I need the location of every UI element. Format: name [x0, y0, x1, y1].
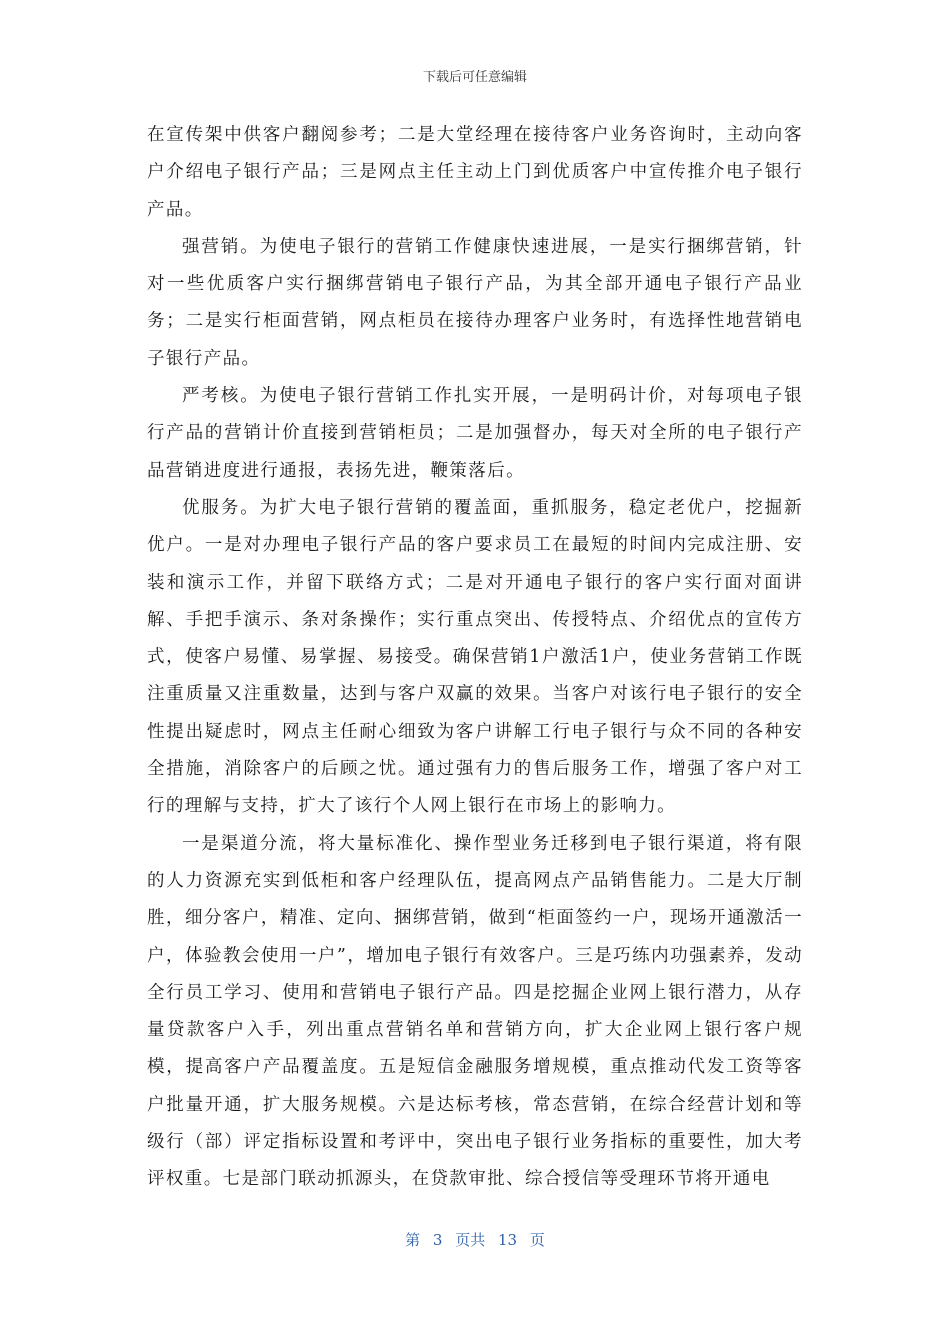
page-footer: 第 3 页共 13 页	[405, 1231, 545, 1249]
paragraph: 强营销。为使电子银行的营销工作健康快速进展，一是实行捆绑营销，针对一些优质客户实行捆绑营销电子银行产品，为其全部开通电子银行产品业务；二是实行柜面营销，网点柜员在接待办理客户业务时，有选择性地营销电子银行产品。	[147, 236, 803, 369]
paragraph: 在宣传架中供客户翻阅参考；二是大堂经理在接待客户业务咨询时，主动向客户介绍电子银行产品；三是网点主任主动上门到优质客户中宣传推介电子银行产品。	[147, 125, 803, 220]
document-body	[147, 117, 803, 1199]
paragraph: 严考核。为使电子银行营销工作扎实开展，一是明码计价，对每项电子银行产品的营销计价直接到营销柜员；二是加强督办，每天对全所的电子银行产品营销进度进行通报，表扬先进，鞭策落后。	[147, 386, 803, 481]
paragraph: 优服务。为扩大电子银行营销的覆盖面，重抓服务，稳定老优户，挖掘新优户。一是对办理电子银行产品的客户要求员工在最短的时间内完成注册、安装和演示工作，并留下联络方式；二是对开通电子银行的客户实行面对面讲解、手把手演示、条对条操作；实行重点突出、传授特点、介绍优点的宣传方式，使客户易懂、易掌握、易接受。确保营销1户激活1户，使业务营销工作既注重质量又注重数量，达到与客户双赢的效果。当客户对该行电子银行的安全性提出疑虑时，网点主任耐心细致为客户讲解工行电子银行与众不同的各种安全措施，消除客户的后顾之忧。通过强有力的售后服务工作，增强了客户对工行的理解与支持，扩大了该行个人网上银行在市场上的影响力。	[147, 497, 803, 817]
page-header: 下载后可任意编辑	[422, 70, 527, 85]
paragraph: 一是渠道分流，将大量标准化、操作型业务迁移到电子银行渠道，将有限的人力资源充实到低柜和客户经理队伍，提高网点产品销售能力。二是大厅制胜，细分客户，精准、定向、捆绑营销，做到“柜面签约一户，现场开通激活一户，体验教会使用一户”，增加电子银行有效客户。三是巧练内功强素养，发动全行员工学习、使用和营销电子银行产品。四是挖掘企业网上银行潜力，从存量贷款客户入手，列出重点营销名单和营销方向，扩大企业网上银行客户规模，提高客户产品覆盖度。五是短信金融服务增规模，重点推动代发工资等客户批量开通，扩大服务规模。六是达标考核，常态营销，在综合经营计划和等级行（部）评定指标设置和考评中，突出电子银行业务指标的重要性，加大考评权重。七是部门联动抓源头，在贷款审批、综合授信等受理环节将开通电	[147, 833, 803, 1190]
